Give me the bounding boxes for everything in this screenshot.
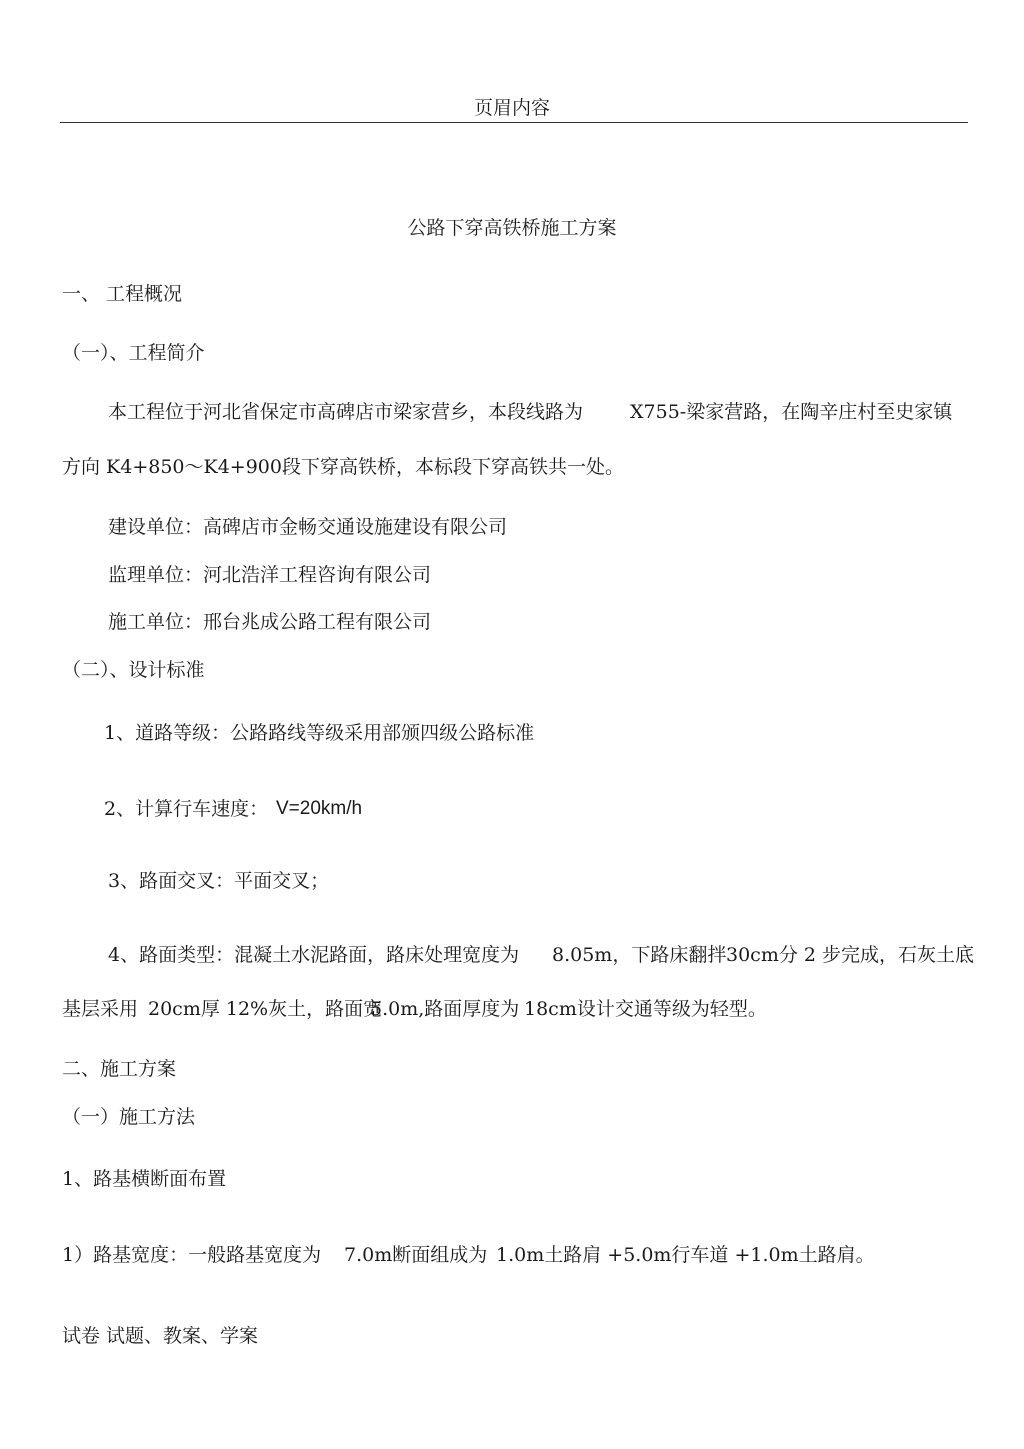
document-title: 公路下穿高铁桥施工方案 xyxy=(407,217,617,239)
standard-item-4-line2-part3: 5.0m,路面厚度为 xyxy=(370,998,520,1020)
standard-item-2-label: 2、计算行车速度： xyxy=(104,798,269,820)
builder-unit: 建设单位：高碑店市金畅交通设施建设有限公司 xyxy=(108,516,508,538)
standard-item-1: 1、道路等级：公路路线等级采用部颁四级公路标准 xyxy=(104,722,535,744)
standard-item-4-part2: 8.05m，下路床翻拌 xyxy=(552,944,727,966)
section2-sub1-heading: （一）施工方法 xyxy=(62,1106,196,1128)
section2-heading: 二、施工方案 xyxy=(62,1058,177,1080)
intro-line1-part2: X755-梁家营路，在陶辛庄村至史家镇 xyxy=(630,401,953,423)
standard-item-3: 3、路面交叉：平面交叉； xyxy=(108,870,330,892)
page-header: 页眉内容 xyxy=(473,97,550,119)
roadbed-width-part1: 1）路基宽度：一般路基宽度为 xyxy=(62,1244,322,1266)
header-divider xyxy=(60,122,968,123)
standard-item-4-part1: 4、路面类型：混凝土水泥路面，路床处理宽度为 xyxy=(108,944,520,966)
method-item-1: 1、路基横断面布置 xyxy=(62,1168,227,1190)
contractor-unit: 施工单位：邢台兆成公路工程有限公司 xyxy=(108,611,432,633)
roadbed-width-part2: 7.0m断面组成为 xyxy=(344,1244,488,1266)
standard-item-4-line2-part2: 20cm厚 12%灰土，路面宽 xyxy=(148,998,383,1020)
page-footer: 试卷 试题、教案、学案 xyxy=(62,1325,259,1347)
supervisor-unit: 监理单位：河北浩洋工程咨询有限公司 xyxy=(108,564,432,586)
section1-heading: 一、 工程概况 xyxy=(62,283,183,305)
intro-line1-part1: 本工程位于河北省保定市高碑店市梁家营乡，本段线路为 xyxy=(108,401,584,423)
standard-item-4-line2-part1: 基层采用 xyxy=(62,998,139,1020)
section1-sub1-heading: （一）、工程简介 xyxy=(62,342,205,364)
intro-line2: 方向 K4+850～K4+900段下穿高铁桥，本标段下穿高铁共一处。 xyxy=(62,456,624,478)
standard-item-4-line2-part4: 18cm设计交通等级为轻型。 xyxy=(524,998,767,1020)
standard-item-4-part3: 30cm分 2 步完成，石灰土底 xyxy=(726,944,975,966)
section1-sub2-heading: （二）、设计标准 xyxy=(62,659,205,681)
roadbed-width-part3: 1.0m土路肩 +5.0m行车道 +1.0m土路肩。 xyxy=(496,1244,875,1266)
standard-item-2-value: V=20km/h xyxy=(276,798,363,819)
